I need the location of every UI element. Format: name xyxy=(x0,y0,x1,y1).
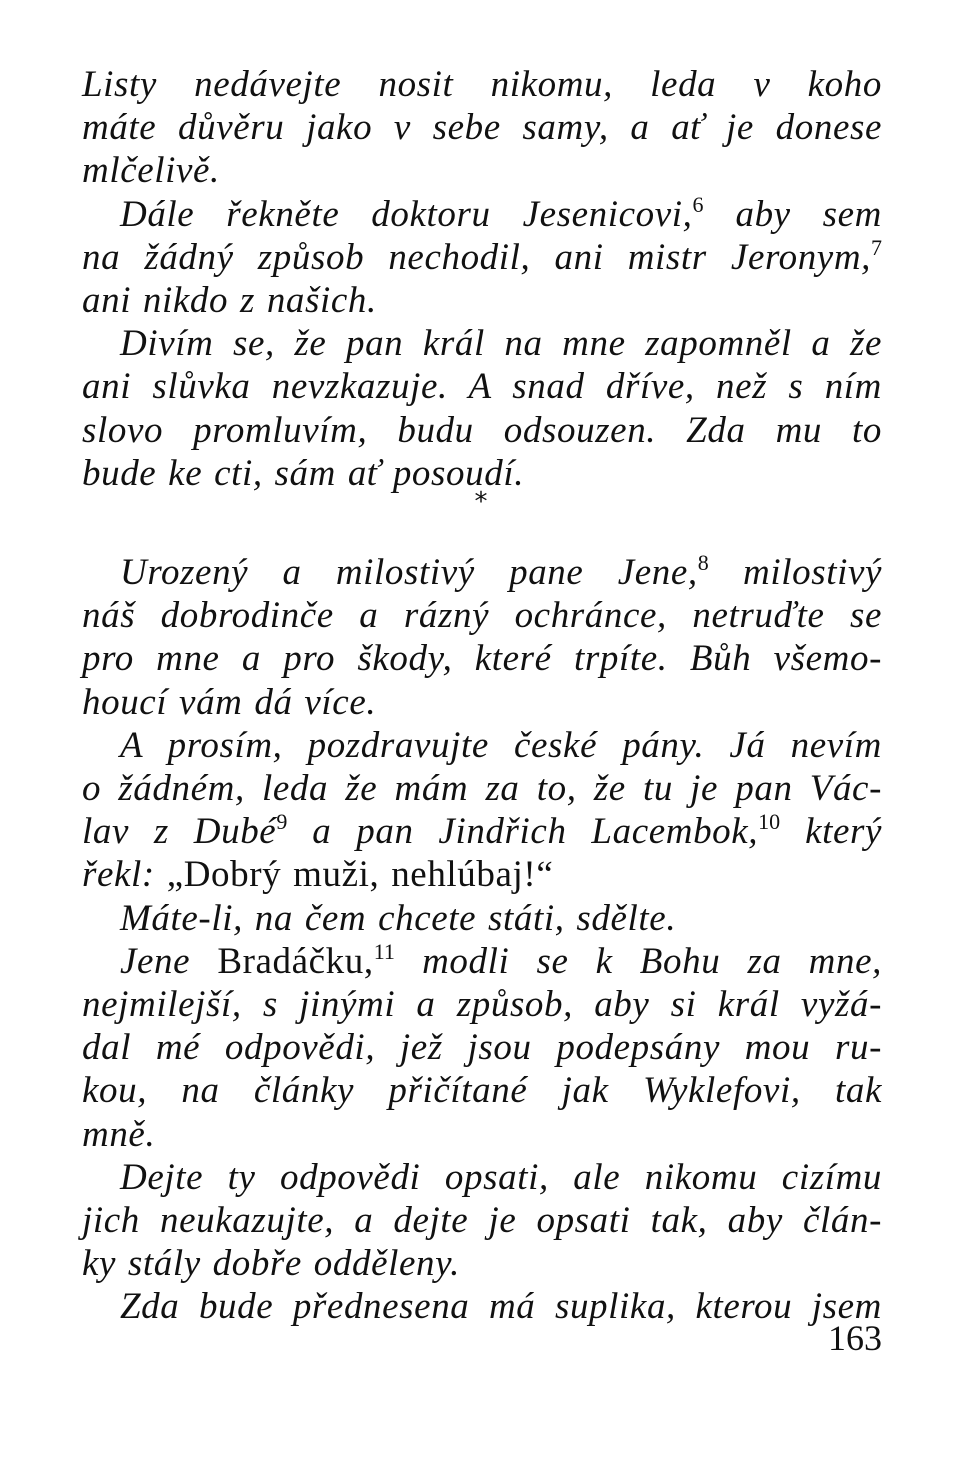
text-segment: Urozený a milostivý pane Jene, xyxy=(120,552,698,593)
text-line: mně. xyxy=(82,1113,156,1155)
text-segment: aby sem xyxy=(735,193,882,235)
text-line: máte důvěru jako v sebe samy, a ať je donese xyxy=(82,107,882,149)
text-line: náš dobrodinče a rázný ochránce, netruďte se xyxy=(82,595,882,637)
footnote-marker: 11 xyxy=(373,938,395,964)
text-line xyxy=(82,853,882,896)
text-segment: řekl: xyxy=(82,854,167,896)
text-line: ky stály dobře odděleny. xyxy=(82,1243,460,1285)
text-segment: na žádný způsob nechodil, ani mistr Jeronym, xyxy=(82,236,871,278)
text-line: pro mne a pro škody, které trpíte. Bůh všemo- xyxy=(82,638,882,680)
letter-section-1 xyxy=(82,63,882,495)
text-segment: Dále řekněte doktoru Jesenicovi, xyxy=(120,193,693,235)
text-line: mlčelivě. xyxy=(82,150,220,192)
footnote-marker: 9 xyxy=(276,809,288,835)
text-line: o žádném, leda že mám za to, že tu je pan Vác- xyxy=(82,768,882,810)
footnote-marker: 8 xyxy=(697,550,709,575)
footnote-marker: 6 xyxy=(692,191,704,217)
text-segment: který xyxy=(805,811,883,853)
text-segment: lav z Dubé xyxy=(82,811,277,853)
text-line: bude ke cti, sám ať posoudí. xyxy=(82,452,525,494)
page-number: 163 xyxy=(828,1318,882,1358)
text-line: Dejte ty odpovědi opsati, ale nikomu cizímu xyxy=(120,1156,882,1198)
text-line: ani nikdo z našich. xyxy=(82,280,377,322)
text-line: Máte-li, na čem chcete státi, sdělte. xyxy=(120,897,677,939)
text-line: nejmilejší, s jinými a způsob, aby si král vyžá- xyxy=(82,984,882,1026)
text-line: houcí vám dá více. xyxy=(82,681,377,723)
text-line xyxy=(82,940,882,983)
text-line: Zda bude přednesena má suplika, kterou jsem xyxy=(120,1286,882,1328)
footnote-marker: 10 xyxy=(758,809,781,835)
text-line xyxy=(82,810,882,853)
text-line xyxy=(82,193,882,236)
letter-section-2 xyxy=(82,551,882,1329)
text-line: kou, na články přičítané jak Wyklefovi, tak xyxy=(82,1070,882,1112)
quoted-speech: „Dobrý muži, nehlúbaj!“ xyxy=(166,854,554,896)
text-line: jich neukazujte, a dejte je opsati tak, aby člán- xyxy=(82,1200,882,1242)
text-segment-roman: Bradáčku, xyxy=(217,940,374,982)
text-line: A prosím, pozdravujte české pány. Já nevím xyxy=(120,724,882,766)
text-line: Divím se, že pan král na mne zapomněl a že xyxy=(120,323,882,365)
text-line: ani slůvka nevzkazuje. A snad dříve, než s ním xyxy=(82,366,882,408)
footnote-marker: 7 xyxy=(871,234,882,260)
text-line: Listy nedávejte nosit nikomu, leda v koho xyxy=(82,64,882,105)
section-separator-asterisk: * xyxy=(474,487,488,517)
text-line: slovo promluvím, budu odsouzen. Zda mu to xyxy=(82,409,882,451)
text-segment: modli se k Bohu za mne, xyxy=(422,940,882,982)
text-line xyxy=(82,551,882,594)
text-line: dal mé odpovědi, jež jsou podepsány mou ru- xyxy=(82,1027,882,1069)
text-segment: Jene xyxy=(120,940,218,982)
text-segment: a pan Jindřich Lacembok, xyxy=(312,811,759,853)
text-line xyxy=(82,236,882,279)
text-segment: milostivý xyxy=(743,552,882,593)
